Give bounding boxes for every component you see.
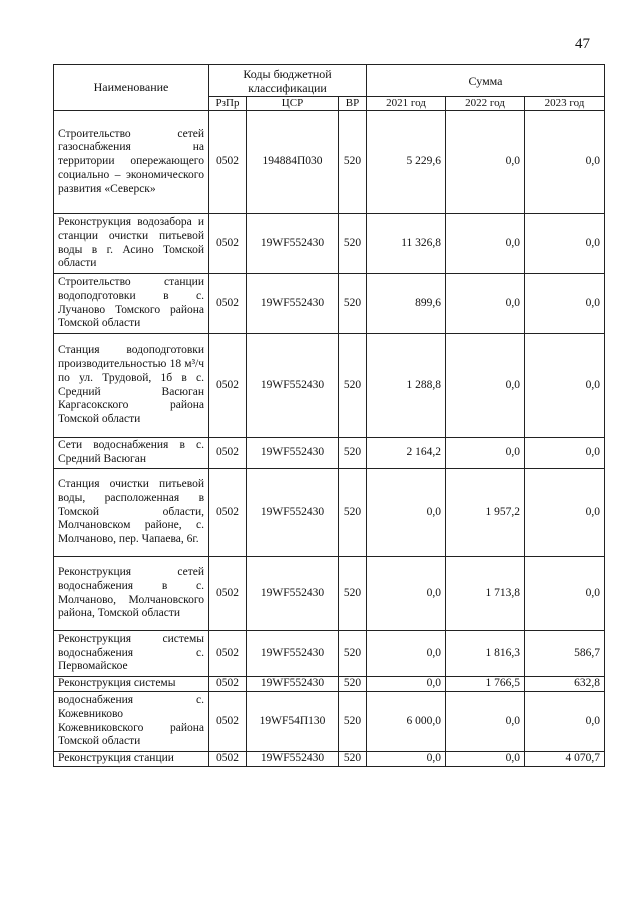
row-2023: 0,0 bbox=[525, 438, 605, 469]
table-row bbox=[54, 438, 605, 469]
row-2023: 0,0 bbox=[525, 469, 605, 557]
row-csr: 19WF552430 bbox=[247, 214, 339, 274]
row-2021: 5 229,6 bbox=[367, 111, 446, 214]
row-2023: 586,7 bbox=[525, 631, 605, 677]
row-2023: 0,0 bbox=[525, 692, 605, 752]
row-csr: 19WF54П130 bbox=[247, 692, 339, 752]
table-row bbox=[54, 111, 605, 214]
row-vr: 520 bbox=[339, 469, 367, 557]
row-rzpr: 0502 bbox=[209, 752, 247, 767]
table-row bbox=[54, 469, 605, 557]
row-2022: 0,0 bbox=[446, 752, 525, 767]
row-vr: 520 bbox=[339, 438, 367, 469]
table-row bbox=[54, 677, 605, 692]
row-2021: 1 288,8 bbox=[367, 334, 446, 438]
row-2023: 0,0 bbox=[525, 214, 605, 274]
header-name: Наименование bbox=[54, 65, 209, 111]
row-rzpr: 0502 bbox=[209, 631, 247, 677]
table-row bbox=[54, 214, 605, 274]
row-csr: 19WF552430 bbox=[247, 438, 339, 469]
row-2022: 1 957,2 bbox=[446, 469, 525, 557]
row-2023: 632,8 bbox=[525, 677, 605, 692]
row-vr: 520 bbox=[339, 111, 367, 214]
row-csr: 19WF552430 bbox=[247, 274, 339, 334]
row-rzpr: 0502 bbox=[209, 557, 247, 631]
row-2022: 1 766,5 bbox=[446, 677, 525, 692]
header-sum: Сумма bbox=[367, 65, 605, 97]
header-rzpr: РзПр bbox=[209, 97, 247, 111]
header-year-2023: 2023 год bbox=[525, 97, 605, 111]
row-2022: 1 816,3 bbox=[446, 631, 525, 677]
row-2023: 0,0 bbox=[525, 557, 605, 631]
row-name: водоснабжения с. Кожевниково Кожевниковского района Томской области bbox=[54, 692, 209, 752]
row-csr: 19WF552430 bbox=[247, 631, 339, 677]
table-row bbox=[54, 752, 605, 767]
row-csr: 19WF552430 bbox=[247, 677, 339, 692]
row-2022: 0,0 bbox=[446, 692, 525, 752]
row-vr: 520 bbox=[339, 334, 367, 438]
row-name: Реконструкция сетей водоснабжения в с. Молчаново, Молчановского района, Томской области bbox=[54, 557, 209, 631]
row-2021: 0,0 bbox=[367, 677, 446, 692]
row-2022: 0,0 bbox=[446, 334, 525, 438]
row-rzpr: 0502 bbox=[209, 274, 247, 334]
page-number: 47 bbox=[575, 36, 590, 52]
row-2023: 0,0 bbox=[525, 274, 605, 334]
row-csr: 194884П030 bbox=[247, 111, 339, 214]
row-name: Станция водоподготовки производительностью 18 м³/ч по ул. Трудовой, 1б в с. Средний Васюган Каргасокского района Томской области bbox=[54, 334, 209, 438]
row-name: Реконструкция водозабора и станции очистки питьевой воды в г. Асино Томской области bbox=[54, 214, 209, 274]
row-vr: 520 bbox=[339, 557, 367, 631]
row-vr: 520 bbox=[339, 752, 367, 767]
row-csr: 19WF552430 bbox=[247, 334, 339, 438]
row-rzpr: 0502 bbox=[209, 334, 247, 438]
row-rzpr: 0502 bbox=[209, 469, 247, 557]
row-rzpr: 0502 bbox=[209, 677, 247, 692]
row-rzpr: 0502 bbox=[209, 438, 247, 469]
row-2021: 6 000,0 bbox=[367, 692, 446, 752]
row-name: Строительство станции водоподготовки в с. Лучаново Томского района Томской области bbox=[54, 274, 209, 334]
header-csr: ЦСР bbox=[247, 97, 339, 111]
header-codes: Коды бюджетной классификации bbox=[209, 65, 367, 97]
row-rzpr: 0502 bbox=[209, 111, 247, 214]
row-2023: 0,0 bbox=[525, 111, 605, 214]
row-csr: 19WF552430 bbox=[247, 469, 339, 557]
row-2023: 4 070,7 bbox=[525, 752, 605, 767]
header-year-2022: 2022 год bbox=[446, 97, 525, 111]
row-rzpr: 0502 bbox=[209, 214, 247, 274]
row-vr: 520 bbox=[339, 274, 367, 334]
row-rzpr: 0502 bbox=[209, 692, 247, 752]
row-csr: 19WF552430 bbox=[247, 752, 339, 767]
header-vr: ВР bbox=[339, 97, 367, 111]
row-name: Станция очистки питьевой воды, расположенная в Томской области, Молчановском районе, с. Молчаново, пер. Чапаева, 6г. bbox=[54, 469, 209, 557]
row-name: Строительство сетей газоснабжения на территории опережающего социально – экономического развития «Северск» bbox=[54, 111, 209, 214]
row-vr: 520 bbox=[339, 677, 367, 692]
row-vr: 520 bbox=[339, 214, 367, 274]
row-2023: 0,0 bbox=[525, 334, 605, 438]
table-row bbox=[54, 631, 605, 677]
row-name: Сети водоснабжения в с. Средний Васюган bbox=[54, 438, 209, 469]
row-2022: 0,0 bbox=[446, 111, 525, 214]
row-2022: 0,0 bbox=[446, 274, 525, 334]
row-2021: 0,0 bbox=[367, 752, 446, 767]
row-name: Реконструкция станции bbox=[54, 752, 209, 767]
table-row bbox=[54, 274, 605, 334]
row-csr: 19WF552430 bbox=[247, 557, 339, 631]
row-2022: 0,0 bbox=[446, 214, 525, 274]
header-year-2021: 2021 год bbox=[367, 97, 446, 111]
row-2021: 899,6 bbox=[367, 274, 446, 334]
row-2022: 1 713,8 bbox=[446, 557, 525, 631]
row-2021: 2 164,2 bbox=[367, 438, 446, 469]
row-vr: 520 bbox=[339, 692, 367, 752]
row-name: Реконструкция системы bbox=[54, 677, 209, 692]
row-name: Реконструкция системы водоснабжения с. Первомайское bbox=[54, 631, 209, 677]
table-row bbox=[54, 692, 605, 752]
row-2022: 0,0 bbox=[446, 438, 525, 469]
row-2021: 0,0 bbox=[367, 469, 446, 557]
row-2021: 11 326,8 bbox=[367, 214, 446, 274]
row-vr: 520 bbox=[339, 631, 367, 677]
budget-table bbox=[53, 64, 605, 767]
row-2021: 0,0 bbox=[367, 557, 446, 631]
row-2021: 0,0 bbox=[367, 631, 446, 677]
table-row bbox=[54, 334, 605, 438]
table-row bbox=[54, 557, 605, 631]
